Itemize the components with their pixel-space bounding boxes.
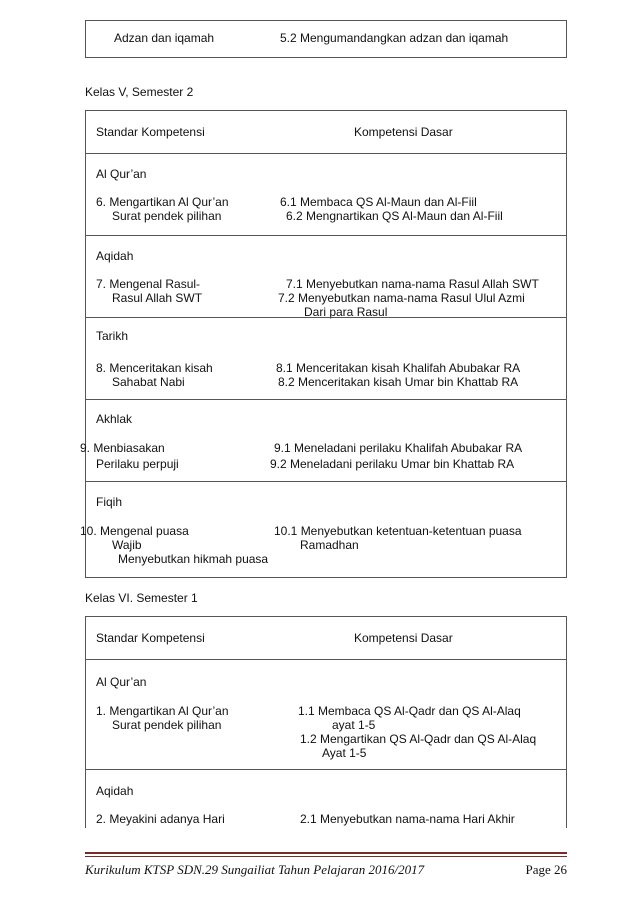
top-row-kd: 5.2 Mengumandangkan adzan dan iqamah — [280, 31, 509, 45]
group-akhlak — [80, 399, 566, 482]
kd-line: 1.1 Membaca QS Al-Qadr dan QS Al-Alaq — [298, 704, 521, 718]
sk-line: 6. Mengartikan Al Qur’an — [96, 195, 229, 209]
kd-line: ayat 1-5 — [332, 718, 376, 732]
page-number: Page 26 — [525, 862, 567, 877]
group-aqidah — [86, 769, 566, 830]
footer-rule-thin — [85, 856, 567, 857]
group-title: Tarikh — [96, 329, 129, 343]
kd-line: Dari para Rasul — [304, 305, 388, 319]
sk-line: Wajib — [112, 538, 142, 552]
group-aqidah — [86, 235, 566, 318]
group-title: Akhlak — [96, 412, 133, 426]
kd-line: 7.1 Menyebutkan nama-nama Rasul Allah SWT — [286, 277, 539, 291]
header-sk: Standar Kompetensi — [96, 125, 205, 139]
kd-line: 1.2 Mengartikan QS Al-Qadr dan QS Al-Alaq — [300, 732, 537, 746]
kd-line: 7.2 Menyebutkan nama-nama Rasul Ulul Azmi — [278, 291, 525, 305]
kd-line: Ayat 1-5 — [322, 746, 367, 760]
section1-heading: Kelas V, Semester 2 — [85, 85, 194, 99]
header-row — [86, 617, 566, 659]
top-row-sk: Adzan dan iqamah — [114, 31, 215, 45]
sk-line: 7. Mengenal Rasul- — [96, 277, 201, 291]
sk-line: 10. Mengenal puasa — [80, 524, 189, 538]
group-tarikh — [86, 317, 566, 400]
kd-line: 9.1 Meneladani perilaku Khalifah Abubakar RA — [274, 441, 523, 455]
group-title: Al Qur’an — [96, 167, 147, 181]
sk-line: Surat pendek pilihan — [112, 209, 222, 223]
kd-line: 8.1 Menceritakan kisah Khalifah Abubakar RA — [276, 361, 521, 375]
sk-line: 1. Mengartikan Al Qur’an — [96, 704, 229, 718]
top-row-table — [85, 20, 567, 58]
sk-line: 9. Menbiasakan — [80, 441, 165, 455]
group-alquran — [86, 659, 566, 770]
header-row — [86, 111, 566, 153]
section2-table — [85, 616, 567, 828]
kd-line: 6.2 Mengnartikan QS Al-Maun dan Al-Fiil — [286, 209, 503, 223]
kd-line: 9.2 Meneladani perilaku Umar bin Khattab RA — [270, 457, 515, 471]
header-kd: Kompetensi Dasar — [354, 125, 453, 139]
sk-line: 2. Meyakini adanya Hari — [96, 812, 225, 826]
group-fiqih — [80, 481, 566, 579]
group-title: Al Qur’an — [96, 675, 147, 689]
footer-rule — [85, 852, 567, 854]
header-kd: Kompetensi Dasar — [354, 631, 453, 645]
group-title: Aqidah — [96, 249, 134, 263]
sk-line: Rasul Allah SWT — [112, 291, 203, 305]
kd-line: 6.1 Membaca QS Al-Maun dan Al-Fiil — [280, 195, 477, 209]
sk-line: Menyebutkan hikmah puasa — [118, 552, 269, 566]
group-title: Aqidah — [96, 784, 134, 798]
sk-line: Sahabat Nabi — [112, 375, 185, 389]
kd-line: 2.1 Menyebutkan nama-nama Hari Akhir — [300, 812, 515, 826]
kd-line: 10.1 Menyebutkan ketentuan-ketentuan puasa — [274, 524, 522, 538]
group-alquran — [86, 153, 566, 236]
sk-line: Surat pendek pilihan — [112, 718, 222, 732]
section1-table — [80, 110, 567, 578]
sk-line: 8. Menceritakan kisah — [96, 361, 213, 375]
kd-line: 8.2 Menceritakan kisah Umar bin Khattab RA — [278, 375, 519, 389]
sk-line: Perilaku perpuji — [96, 457, 179, 471]
footer-title: Kurikulum KTSP SDN.29 Sungailiat Tahun Pelajaran 2016/2017 — [85, 862, 425, 877]
group-title: Fiqih — [96, 495, 123, 509]
header-sk: Standar Kompetensi — [96, 631, 205, 645]
section2-heading: Kelas VI. Semester 1 — [85, 591, 198, 605]
kd-line: Ramadhan — [300, 538, 359, 552]
